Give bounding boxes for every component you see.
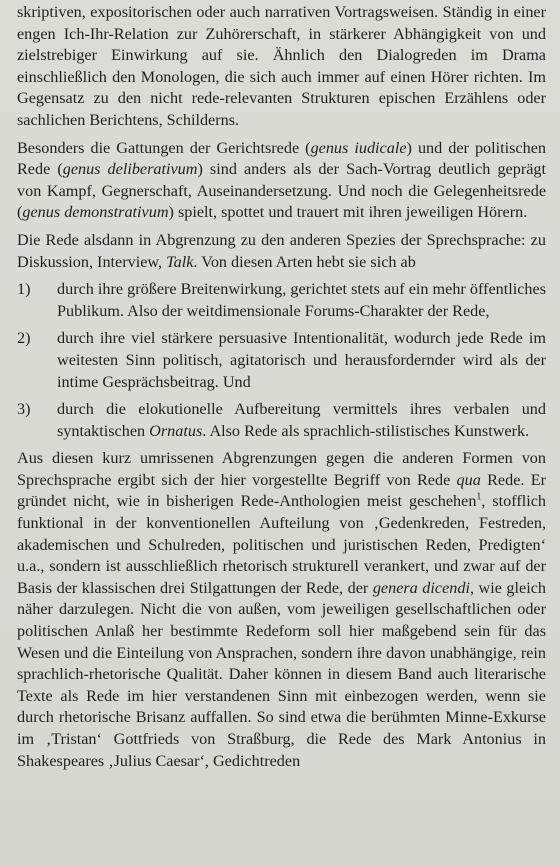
italic-term: Talk	[166, 252, 194, 271]
text-run: ) sind anders als der Sach-Vortrag deutlich geprägt von Kampf, Gegnerschaft, Auseinandersetzung. Und noch die Gelegenheitsrede (	[17, 160, 546, 222]
text-run: durch die elokutionelle Aufbereitung vermittels ihres verbalen und syntaktischen	[57, 400, 546, 440]
list-text	[57, 399, 546, 442]
text-run: , wie gleich näher darzulegen. Nicht die von außen, vom jeweiligen gesellschaftlichen oder politischen Anlaß her bestimmte Redeform soll hier maßgebend sein für das Wesen und die Einteilung von Ansprachen, sondern ihre davon unabhängige, rein sprachlich-rhetorische Qualität. Daher können in diesem Band auch literarische Texte als Rede im hier verstandenen Sinn mit einbezogen werden, wenn sie durch rhetorische Brisanz auffallen. So sind etwa die berühmten Minne-Exkurse im ‚Tristan‘ Gottfrieds von Straßburg, die Rede des Mark Antonius in Shakespeares ‚Julius Caesar‘, Gedichtreden	[17, 578, 546, 770]
text-run: . Also Rede als sprachlich-stilistisches Kunstwerk.	[202, 421, 530, 440]
text-run: ) spielt, spottet und trauert mit ihren jeweiligen Hörern.	[168, 203, 528, 222]
latin-term: genus demonstrativum	[22, 203, 169, 222]
paragraph-genera	[17, 138, 546, 224]
paragraph-continuation: skriptiven, expositorischen oder auch narrativen Vortragsweisen. Ständig in einer engen Ich-Ihr-Relation zur Zuhörerschaft, in stärkerer Abhängigkeit von und zielstrebiger Einwirkung auf sie. Ähnlich den Dialogreden im Drama einschließlich den Monologen, die sich auch immer auf einen Hörer richten. Im Gegensatz zu den nicht rede-relevanten Strukturen epischen Erzählens oder sachlichen Berichtens, Schilderns.	[17, 3, 546, 129]
latin-term: genus deliberativum	[62, 160, 198, 179]
text-run: Die Rede alsdann in Abgrenzung zu den anderen Spezies der Sprechsprache: zu Diskussion, Interview,	[17, 230, 546, 271]
paragraph-abgrenzung	[17, 230, 546, 273]
list-text: durch ihre größere Breitenwirkung, gerichtet stets auf ein mehr öffentliches Publikum. Also der weitdimensionale Forums-Charakter der Rede,	[57, 280, 546, 320]
latin-term: genera dicendi	[372, 578, 470, 597]
footnote-marker: 1	[476, 492, 482, 504]
paragraph-begriff	[17, 448, 546, 772]
list-number: 3)	[17, 400, 31, 419]
list-item	[17, 399, 546, 442]
list-number: 2)	[17, 329, 31, 348]
numbered-list	[17, 279, 546, 442]
text-run: Besonders die Gattungen der Gerichtsrede (	[17, 138, 311, 157]
text-run: ) und der politischen Rede (	[17, 138, 546, 179]
list-number: 1)	[17, 280, 31, 299]
list-item	[17, 279, 546, 322]
text-run: , stofflich funktional in der konventionellen Aufteilung von ‚Gedenkreden, Festreden, akademischen und Schulreden, politischen und juristischen Reden, Predigten‘ u.a., sondern ist ausschließlich rhetorisch strukturell verankert, und zwar auf der Basis der klassischen drei Stilgattungen der Rede, der	[17, 492, 546, 597]
list-item	[17, 328, 546, 393]
list-text: durch ihre viel stärkere persuasive Intentionalität, wodurch jede Rede im weitesten Sinn politisch, agitatorisch und herausfordernder wird als der intime Gesprächsbeitrag. Und	[57, 329, 546, 391]
text-run: Rede. Er gründet nicht, wie in bisherigen Rede-Anthologien meist geschehen	[17, 470, 546, 511]
text-run: . Von diesen Arten hebt sie sich ab	[193, 252, 416, 271]
latin-term: genus iudicale	[310, 138, 407, 157]
latin-term: qua	[456, 470, 481, 489]
latin-term: Ornatus	[149, 421, 203, 440]
text-run: Aus diesen kurz umrissenen Abgrenzungen gegen die anderen Formen von Sprechsprache ergibt sich der hier vorgestellte Begriff von Rede	[17, 449, 546, 489]
